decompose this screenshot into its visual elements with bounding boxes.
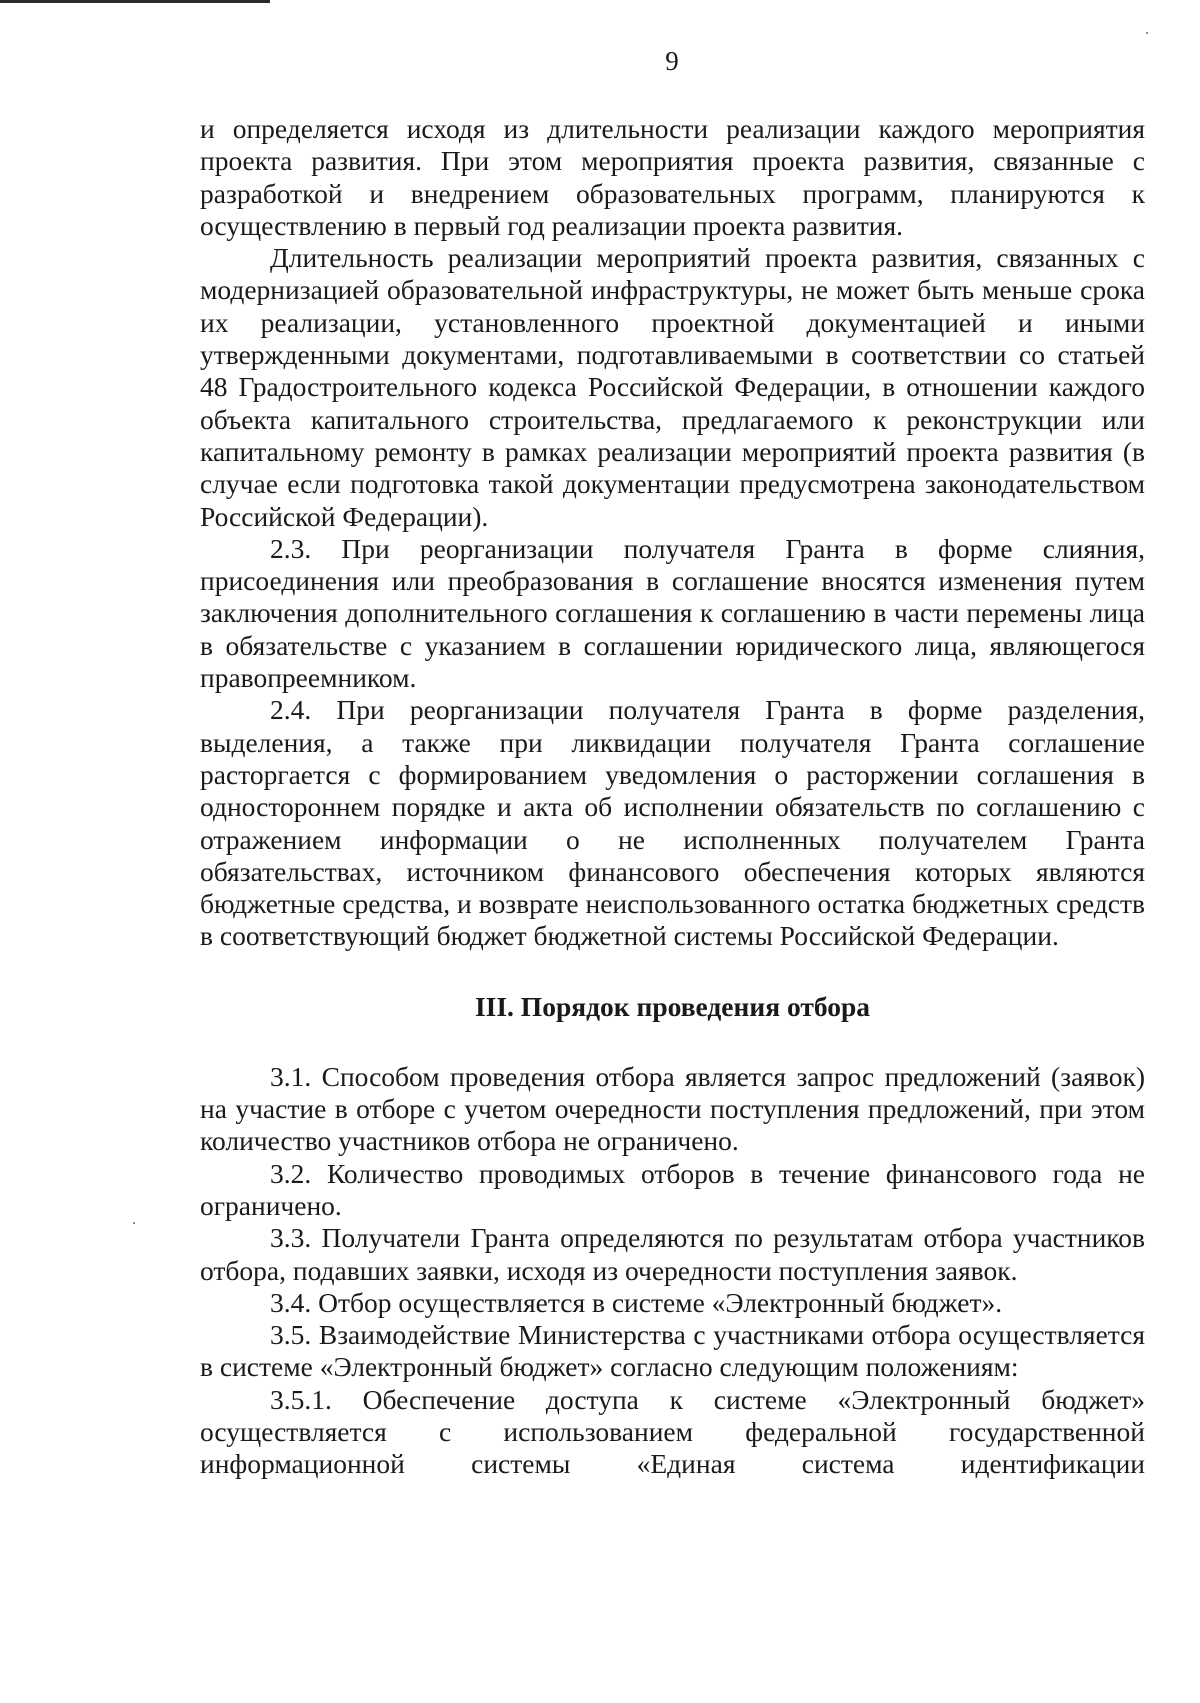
scan-speck [133, 1222, 135, 1224]
paragraph-2-4: 2.4. При реорганизации получателя Гранта в форме разделения, выделения, а также при ликвидации получателя Гранта соглашение расторгается с формированием уведомления о расторжении соглашения в одностороннем порядке и акта об исполнении обязательств по соглашению с отражением информации о не исполненных получателем Гранта обязательствах, источником финансового обеспечения которых являются бюджетные средства, и возврате неиспользованного остатка бюджетных средств в соответствующий бюджет бюджетной системы Российской Федерации. [200, 694, 1145, 952]
paragraph-3-5: 3.5. Взаимодействие Министерства с участниками отбора осуществляется в системе «Электронный бюджет» согласно следующим положениям: [200, 1319, 1145, 1383]
paragraph-3-3: 3.3. Получатели Гранта определяются по результатам отбора участников отбора, подавших заявки, исходя из очередности поступления заявок. [200, 1222, 1145, 1286]
section-heading: III. Порядок проведения отбора [474, 990, 871, 1022]
paragraph-3-2: 3.2. Количество проводимых отборов в течение финансового года не ограничено. [200, 1157, 1145, 1221]
paragraph-3-1: 3.1. Способом проведения отбора является запрос предложений (заявок) на участие в отборе с учетом очередности поступления предложений, при этом количество участников отбора не ограничено. [200, 1060, 1145, 1157]
paragraph-3-5-1: 3.5.1. Обеспечение доступа к системе «Электронный бюджет» осуществляется с использованием федеральной государственной информационной системы «Единая система идентификации [200, 1383, 1145, 1480]
paragraph-duration: Длительность реализации мероприятий проекта развития, связанных с модернизацией образовательной инфраструктуры, не может быть меньше срока их реализации, установленного проектной документацией и иными утвержденными документами, подготавливаемыми в соответствии со статьей 48 Градостроительного кодекса Российской Федерации, в отношении каждого объекта капитального строительства, предлагаемого к реконструкции или капитальному ремонту в рамках реализации мероприятий проекта развития (в случае если подготовка такой документации предусмотрена законодательством Российской Федерации). [200, 242, 1145, 532]
paragraph-3-4: 3.4. Отбор осуществляется в системе «Электронный бюджет». [270, 1286, 1003, 1318]
scan-speck [1146, 32, 1148, 34]
paragraph-continuation: и определяется исходя из длительности реализации каждого мероприятия проекта развития. При этом мероприятия проекта развития, связанные с разработкой и внедрением образовательных программ, планируются к осуществлению в первый год реализации проекта развития. [200, 113, 1145, 241]
scan-edge-mark [0, 0, 270, 3]
document-body [200, 113, 1145, 1481]
page-number: 9 [665, 46, 679, 76]
paragraph-2-3: 2.3. При реорганизации получателя Гранта в форме слияния, присоединения или преобразования в соглашение вносятся изменения путем заключения дополнительного соглашения к соглашению в части перемены лица в обязательстве с указанием в соглашении юридического лица, являющегося правопреемником. [200, 532, 1145, 694]
